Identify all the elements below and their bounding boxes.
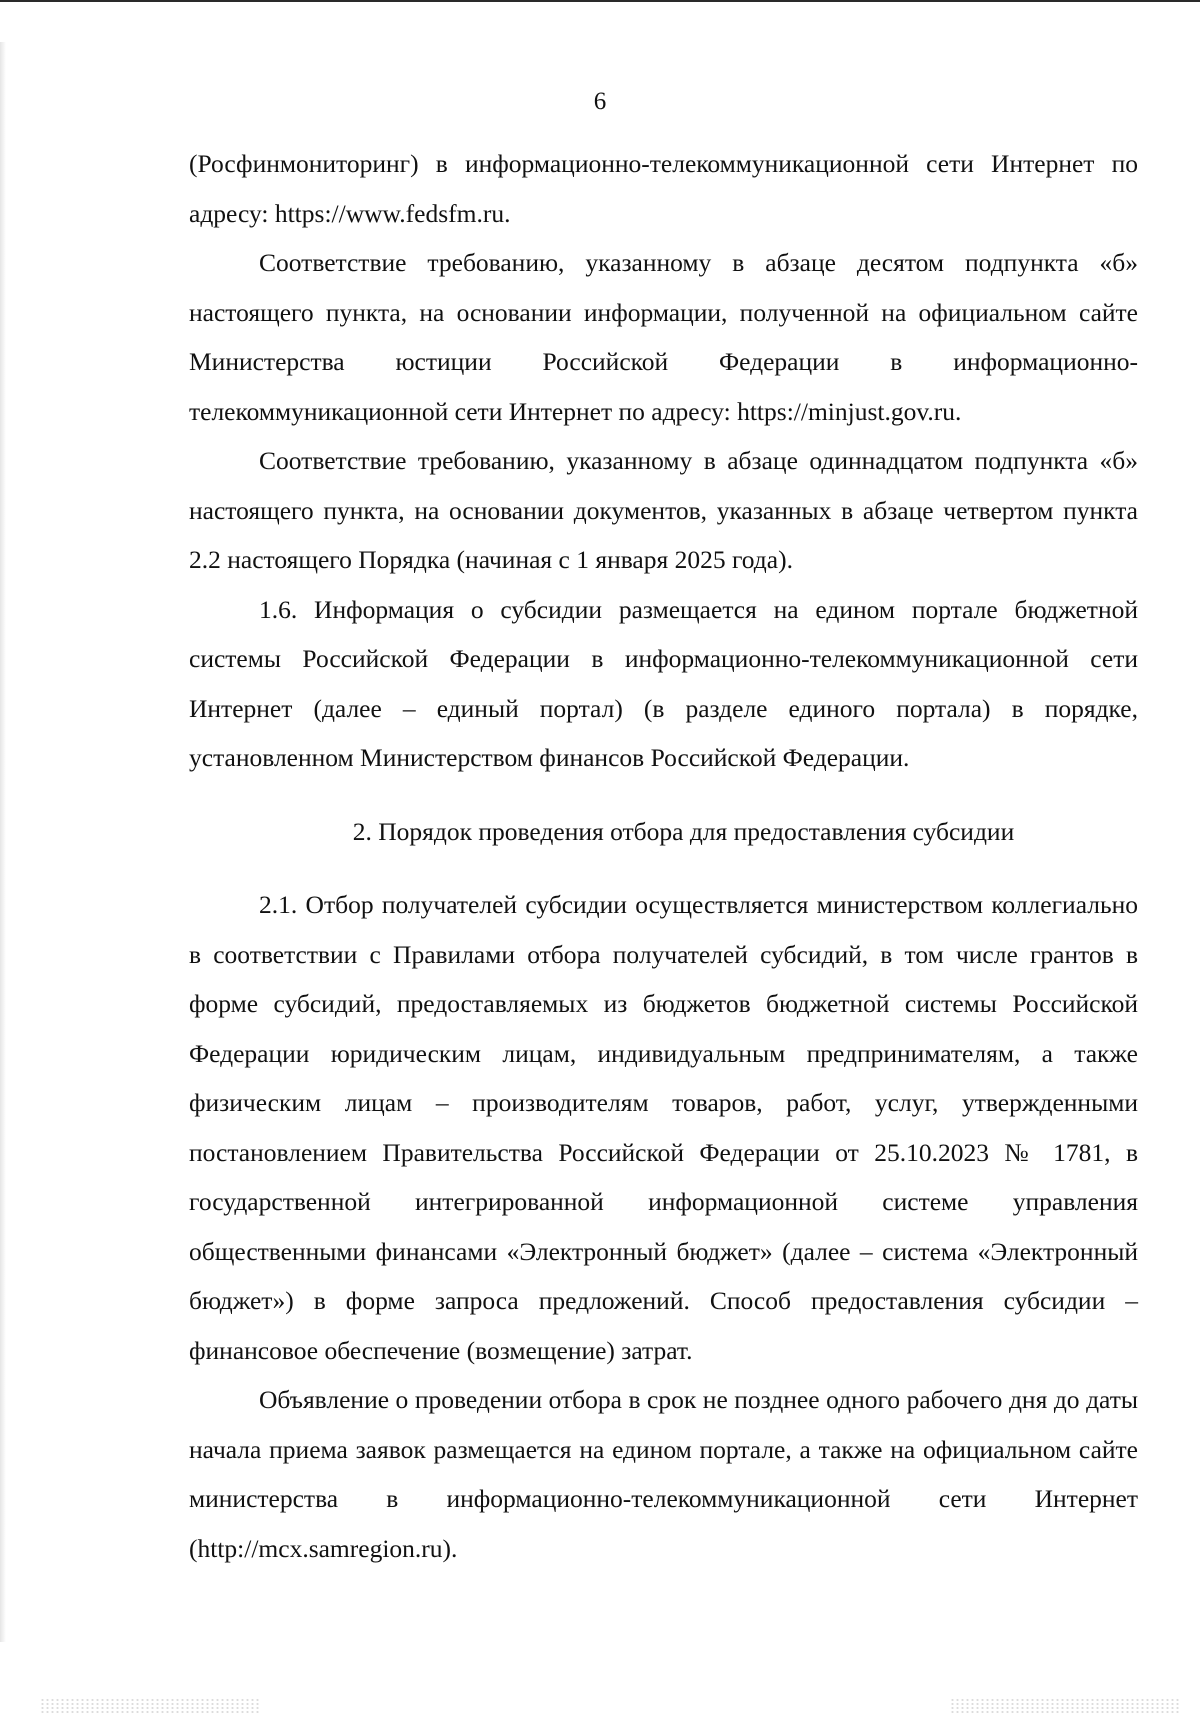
section-heading: 2. Порядок проведения отбора для предоставления субсидии bbox=[352, 816, 1015, 846]
page-number: 6 bbox=[593, 88, 607, 115]
paragraph-1-6: 1.6. Информация о субсидии размещается на едином портале бюджетной системы Российской Федерации в информационно-телекоммуникационной сети Интернет (далее – единый портал) (в разделе единого портала) в порядке, установленном Министерством финансов Российской Федерации. bbox=[189, 594, 1138, 772]
scan-edge-shadow bbox=[0, 42, 6, 1642]
document-body bbox=[189, 139, 1138, 1573]
paragraph-eleventh-requirement: Соответствие требованию, указанному в абзаце одиннадцатом подпункта «б» настоящего пункта, на основании документов, указанных в абзаце четвертом пункта 2.2 настоящего Порядка (начиная с 1 января 2025 года). bbox=[189, 446, 1138, 574]
paragraph-rosfinmonitoring: (Росфинмониторинг) в информационно-телекоммуникационной сети Интернет по адресу: https://www.fedsfm.ru. bbox=[189, 149, 1138, 228]
paragraph-announcement: Объявление о проведении отбора в срок не позднее одного рабочего дня до даты начала приема заявок размещается на едином портале, а также на официальном сайте министерства в информационно-телекоммуникационной сети Интернет (http://mcx.samregion.ru). bbox=[189, 1385, 1138, 1563]
paragraph-minjust-requirement: Соответствие требованию, указанному в абзаце десятом подпункта «б» настоящего пункта, на основании информации, полученной на официальном сайте Министерства юстиции Российской Федерации в информационно-телекоммуникационной сети Интернет по адресу: https://minjust.gov.ru. bbox=[189, 248, 1138, 426]
scan-noise bbox=[950, 1698, 1180, 1714]
scan-noise bbox=[40, 1698, 260, 1714]
paragraph-2-1: 2.1. Отбор получателей субсидии осуществляется министерством коллегиально в соответствии с Правилами отбора получателей субсидий, в том числе грантов в форме субсидий, предоставляемых из бюджетов бюджетной системы Российской Федерации юридическим лицам, индивидуальным предпринимателям, а также физическим лицам – производителям товаров, работ, услуг, утвержденными постановлением Правительства Российской Федерации от 25.10.2023 № 1781, в государственной интегрированной информационной системе управления общественными финансами «Электронный бюджет» (далее – система «Электронный бюджет») в форме запроса предложений. Способ предоставления субсидии – финансовое обеспечение (возмещение) затрат. bbox=[189, 890, 1138, 1365]
